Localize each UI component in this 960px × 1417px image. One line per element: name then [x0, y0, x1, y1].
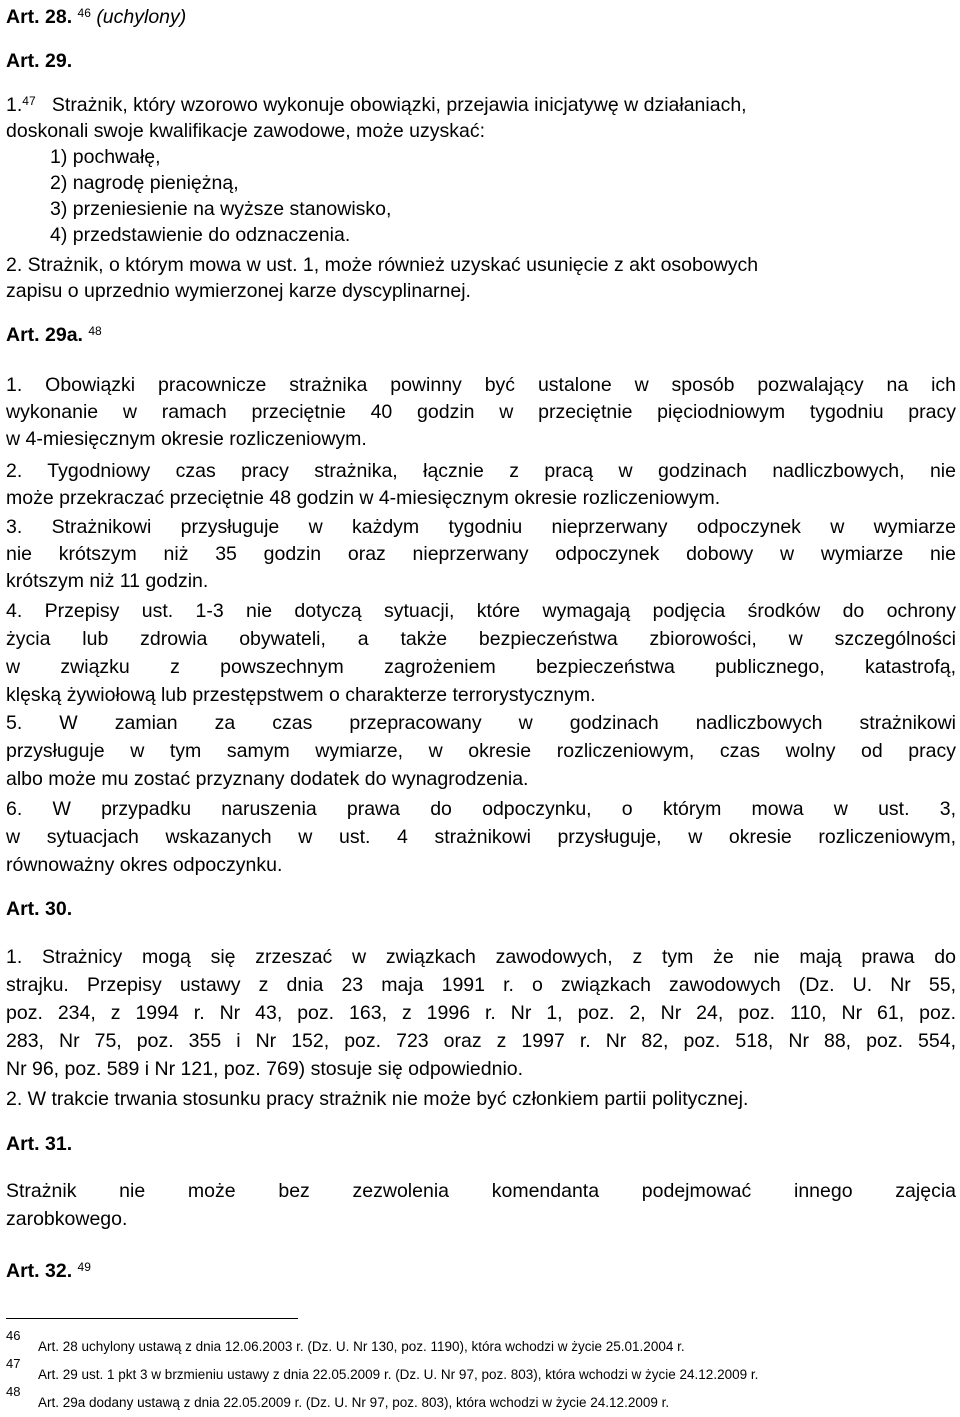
- art29a-line: 6. W przypadku naruszenia prawa do odpoczynku, o którym mowa w ust. 3,: [6, 798, 956, 820]
- art28-status: (uchylony): [96, 6, 187, 28]
- art29a-line: nie krótszym niż 35 godzin oraz nieprzerwany odpoczynek dobowy w wymiarze nie: [6, 543, 956, 565]
- art29a-line: 3. Strażnikowi przysługuje w każdym tygodniu nieprzerwany odpoczynek w wymiarze: [6, 516, 956, 538]
- art28-heading: Art. 28.: [6, 6, 73, 28]
- art30-line: Nr 96, poz. 589 i Nr 121, poz. 769) stosuje się odpowiednio.: [6, 1058, 524, 1080]
- footnote-48-number: 48: [6, 1384, 21, 1399]
- art29-p1-text1: Strażnik, który wzorowo wykonuje obowiązki, przejawia inicjatywę w działaniach,: [51, 94, 747, 116]
- art30-heading: Art. 30.: [6, 898, 73, 920]
- art29a-heading: Art. 29a.: [6, 324, 83, 346]
- art29-item-4: 4) przedstawienie do odznaczenia.: [50, 224, 351, 246]
- art29a-line: krótszym niż 11 godzin.: [6, 570, 209, 592]
- art31-line: Strażnik nie może bez zezwolenia komendanta podejmować innego zajęcia: [6, 1180, 956, 1202]
- art29a-line: 4. Przepisy ust. 1-3 nie dotyczą sytuacji, które wymagają podjęcia środków do ochrony: [6, 600, 956, 622]
- art28-footnote-ref: 46: [77, 6, 91, 20]
- art29-heading: Art. 29.: [6, 50, 73, 72]
- footnote-48-text: Art. 29a dodany ustawą z dnia 22.05.2009 r. (Dz. U. Nr 97, poz. 803), która wchodzi w życie 24.12.2009 r.: [38, 1395, 670, 1410]
- footnote-47-number: 47: [6, 1356, 21, 1371]
- art32-footnote-ref: 49: [77, 1260, 91, 1274]
- art30-line: 283, Nr 75, poz. 355 i Nr 152, poz. 723 oraz z 1997 r. Nr 82, poz. 518, Nr 88, poz. 554,: [6, 1030, 956, 1052]
- art30-line: poz. 234, z 1994 r. Nr 43, poz. 163, z 1996 r. Nr 1, poz. 2, Nr 24, poz. 110, Nr 61, poz.: [6, 1002, 956, 1024]
- art29a-line: przysługuje w tym samym wymiarze, w okresie rozliczeniowym, czas wolny od pracy: [6, 740, 956, 762]
- art30-line: strajku. Przepisy ustawy z dnia 23 maja 1991 r. o związkach zawodowych (Dz. U. Nr 55,: [6, 974, 956, 996]
- art29a-line: 2. Tygodniowy czas pracy strażnika, łącznie z pracą w godzinach nadliczbowych, nie: [6, 460, 956, 482]
- art29-item-3: 3) przeniesienie na wyższe stanowisko,: [50, 198, 392, 220]
- art29a-footnote-ref: 48: [88, 324, 102, 338]
- art29-p1-footnote-ref: 47: [22, 94, 36, 108]
- art29-p1-line1: [6, 92, 747, 118]
- art31-line: zarobkowego.: [6, 1208, 128, 1230]
- art29a-line: wykonanie w ramach przeciętnie 40 godzin w przeciętnie pięciodniowym tygodniu pracy: [6, 401, 956, 423]
- art29a-line: albo może mu zostać przyznany dodatek do wynagrodzenia.: [6, 768, 529, 790]
- art29-p1-number: 1.: [6, 94, 23, 116]
- art32-heading: Art. 32.: [6, 1260, 73, 1282]
- art29-item-2: 2) nagrodę pieniężną,: [50, 172, 239, 194]
- art29-p2-line2: zapisu o uprzednio wymierzonej karze dyscyplinarnej.: [6, 280, 471, 302]
- art29a-line: 5. W zamian za czas przepracowany w godzinach nadliczbowych strażnikowi: [6, 712, 956, 734]
- art28-heading-line: [6, 4, 186, 30]
- art29a-line: 1. Obowiązki pracownicze strażnika powinny być ustalone w sposób pozwalający na ich: [6, 374, 956, 396]
- art29-p2-line1: 2. Strażnik, o którym mowa w ust. 1, może również uzyskać usunięcie z akt osobowych: [6, 254, 759, 276]
- art29a-line: równoważny okres odpoczynku.: [6, 854, 283, 876]
- art29a-line: w 4-miesięcznym okresie rozliczeniowym.: [6, 428, 367, 450]
- art32-heading-line: [6, 1258, 91, 1284]
- art29a-heading-line: [6, 322, 102, 348]
- art29a-line: może przekraczać przeciętnie 48 godzin w 4-miesięcznym okresie rozliczeniowym.: [6, 487, 721, 509]
- footnote-46-number: 46: [6, 1328, 21, 1343]
- art29a-line: w sytuacjach wskazanych w ust. 4 strażnikowi przysługuje, w okresie rozliczeniowym,: [6, 826, 956, 848]
- art29-p1-line2: doskonali swoje kwalifikacje zawodowe, może uzyskać:: [6, 120, 486, 142]
- footnote-separator: [6, 1318, 298, 1319]
- art29a-line: klęską żywiołową lub przestępstwem o charakterze terrorystycznym.: [6, 684, 596, 706]
- art29a-line: życia lub zdrowia obywateli, a także bezpieczeństwa zbiorowości, w szczególności: [6, 628, 956, 650]
- footnote-47-text: Art. 29 ust. 1 pkt 3 w brzmieniu ustawy z dnia 22.05.2009 r. (Dz. U. Nr 97, poz. 803), która wchodzi w życie 24.12.2009 r.: [38, 1367, 759, 1382]
- art29a-line: w związku z powszechnym zagrożeniem bezpieczeństwa publicznego, katastrofą,: [6, 656, 956, 678]
- footnote-46-text: Art. 28 uchylony ustawą z dnia 12.06.2003 r. (Dz. U. Nr 130, poz. 1190), która wchodzi w życie 25.01.2004 r.: [38, 1339, 685, 1354]
- art30-line: 1. Strażnicy mogą się zrzeszać w związkach zawodowych, z tym że nie mają prawa do: [6, 946, 956, 968]
- art31-heading: Art. 31.: [6, 1133, 73, 1155]
- art29-item-1: 1) pochwałę,: [50, 146, 161, 168]
- art30-line: 2. W trakcie trwania stosunku pracy strażnik nie może być członkiem partii politycznej.: [6, 1088, 749, 1110]
